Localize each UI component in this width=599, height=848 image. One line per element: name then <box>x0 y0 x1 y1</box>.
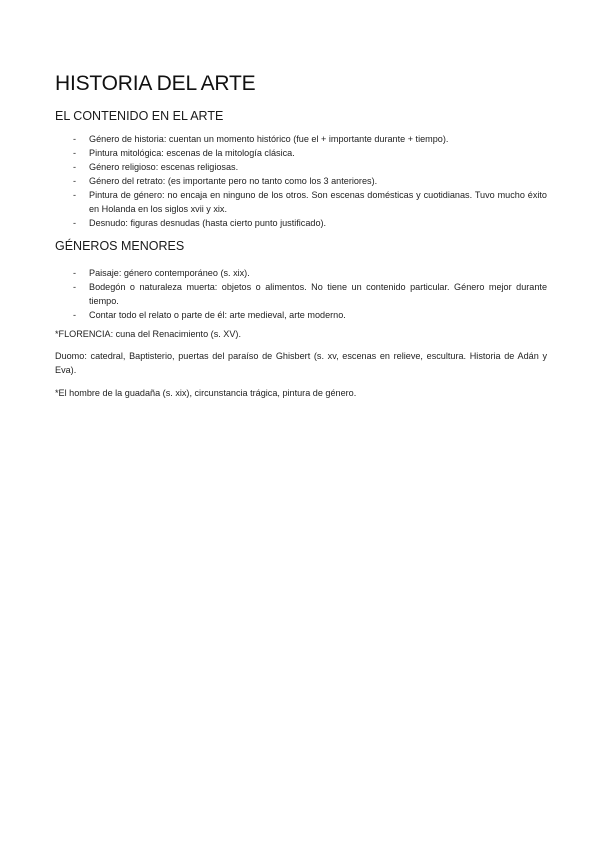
list-item-text: Paisaje: género contemporáneo (s. xix). <box>89 268 250 278</box>
list-item <box>55 280 547 308</box>
generos-menores-list <box>55 266 547 322</box>
bullet-dash: - <box>73 310 77 320</box>
list-item-text: Contar todo el relato o parte de él: arte medieval, arte moderno. <box>89 310 346 320</box>
bullet-dash: - <box>73 134 77 144</box>
bullet-dash: - <box>73 268 77 278</box>
paragraph-duomo: Duomo: catedral, Baptisterio, puertas del paraíso de Ghisbert (s. xv, escenas en relieve, escultura. Historia de Adán y Eva). <box>55 351 547 375</box>
section-heading-contenido: EL CONTENIDO EN EL ARTE <box>55 109 224 123</box>
list-item-text: Género de historia: cuentan un momento histórico (fue el + importante durante + tiempo). <box>89 134 449 144</box>
bullet-dash: - <box>73 162 77 172</box>
bullet-dash: - <box>73 190 77 200</box>
list-item <box>55 188 547 216</box>
bullet-dash: - <box>73 148 77 158</box>
list-item <box>55 146 547 160</box>
bullet-dash: - <box>73 218 77 228</box>
list-item <box>55 174 547 188</box>
list-item-text: Pintura de género: no encaja en ninguno de los otros. Son escenas domésticas y cuotidianas. Tuvo mucho éxito en Holanda en los siglos xvii y xix. <box>89 190 547 214</box>
bullet-dash: - <box>73 282 77 292</box>
list-item <box>55 266 547 280</box>
page-title: HISTORIA DEL ARTE <box>55 72 256 95</box>
paragraph-florencia: *FLORENCIA: cuna del Renacimiento (s. XV). <box>55 329 241 339</box>
list-item-text: Bodegón o naturaleza muerta: objetos o alimentos. No tiene un contenido particular. Género mejor durante tiempo. <box>89 282 547 306</box>
list-item-text: Género del retrato: (es importante pero no tanto como los 3 anteriores). <box>89 176 378 186</box>
list-item-text: Género religioso: escenas religiosas. <box>89 162 239 172</box>
list-item <box>55 132 547 146</box>
list-item <box>55 216 547 230</box>
list-item <box>55 308 547 322</box>
bullet-dash: - <box>73 176 77 186</box>
list-item <box>55 160 547 174</box>
list-item-text: Pintura mitológica: escenas de la mitología clásica. <box>89 148 295 158</box>
list-item-text: Desnudo: figuras desnudas (hasta cierto punto justificado). <box>89 218 327 228</box>
contenido-list <box>55 132 547 230</box>
paragraph-hombre-guadana: *El hombre de la guadaña (s. xix), circunstancia trágica, pintura de género. <box>55 388 357 398</box>
section-heading-generos-menores: GÉNEROS MENORES <box>55 239 185 253</box>
